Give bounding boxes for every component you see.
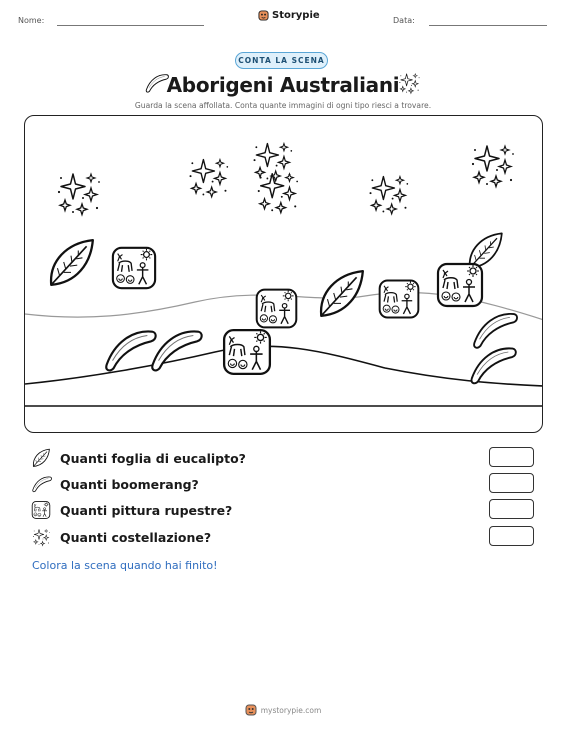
brand-logo bbox=[258, 10, 320, 21]
question-text: Quanti foglia di eucalipto? bbox=[60, 450, 246, 466]
boomerang-icon bbox=[30, 474, 52, 494]
question-row bbox=[30, 474, 199, 494]
date-line[interactable] bbox=[429, 25, 547, 26]
title-constellation-icon bbox=[396, 71, 422, 95]
rock-painting-icon bbox=[113, 248, 155, 288]
rock-painting-icon bbox=[224, 330, 270, 374]
constellation-icon bbox=[258, 174, 298, 213]
eucalyptus-leaf-icon bbox=[470, 233, 502, 267]
footer-url[interactable]: mystorypie.com bbox=[260, 705, 322, 715]
crowded-scene bbox=[24, 115, 543, 433]
rock-painting-icon bbox=[30, 500, 52, 520]
constellation-icon bbox=[58, 174, 100, 215]
constellation-icon bbox=[370, 177, 409, 214]
eucalyptus-leaf-icon bbox=[321, 271, 363, 316]
constellations bbox=[58, 144, 514, 215]
boomerang-icon bbox=[472, 348, 516, 383]
answer-box-leaves[interactable] bbox=[489, 447, 534, 467]
question-text: Quanti boomerang? bbox=[60, 476, 199, 492]
scene-tag: CONTA LA SCENA bbox=[235, 52, 328, 69]
answer-box-boomerangs[interactable] bbox=[489, 473, 534, 493]
boomerangs bbox=[106, 314, 517, 383]
constellation-icon bbox=[30, 527, 52, 547]
question-text: Quanti costellazione? bbox=[60, 529, 212, 545]
boomerang-icon bbox=[106, 331, 155, 370]
eucalyptus-leaf-icon bbox=[30, 448, 52, 468]
rock-painting-icon bbox=[257, 290, 297, 328]
color-instruction: Colora la scena quando hai finito! bbox=[32, 559, 218, 572]
eucalyptus-leaf-icon bbox=[51, 240, 93, 285]
question-row bbox=[30, 448, 246, 468]
page-title: Aborigeni Australiani bbox=[166, 73, 400, 97]
question-text: Quanti pittura rupestre? bbox=[60, 502, 233, 518]
constellation-icon bbox=[190, 160, 229, 197]
answer-box-rock-paintings[interactable] bbox=[489, 499, 534, 519]
boomerang-icon bbox=[152, 331, 201, 370]
rock-painting-icon bbox=[438, 264, 482, 306]
boomerang-icon bbox=[474, 314, 517, 348]
storypie-logo-icon bbox=[258, 10, 269, 21]
storypie-logo-icon bbox=[245, 704, 257, 716]
question-row bbox=[30, 527, 211, 547]
hill-line bbox=[25, 346, 543, 386]
constellation-icon bbox=[472, 146, 514, 187]
scene-illustration bbox=[25, 116, 543, 433]
answer-box-constellations[interactable] bbox=[489, 526, 534, 546]
name-label: Nome: bbox=[18, 16, 45, 25]
footer bbox=[0, 704, 566, 716]
name-line[interactable] bbox=[57, 25, 204, 26]
page-subtitle: Guarda la scena affollata. Conta quante immagini di ogni tipo riesci a trovare. bbox=[134, 101, 432, 110]
rock-painting-icon bbox=[380, 281, 419, 318]
date-label: Data: bbox=[393, 16, 415, 25]
question-row bbox=[30, 500, 232, 520]
brand-name: Storypie bbox=[272, 10, 320, 21]
